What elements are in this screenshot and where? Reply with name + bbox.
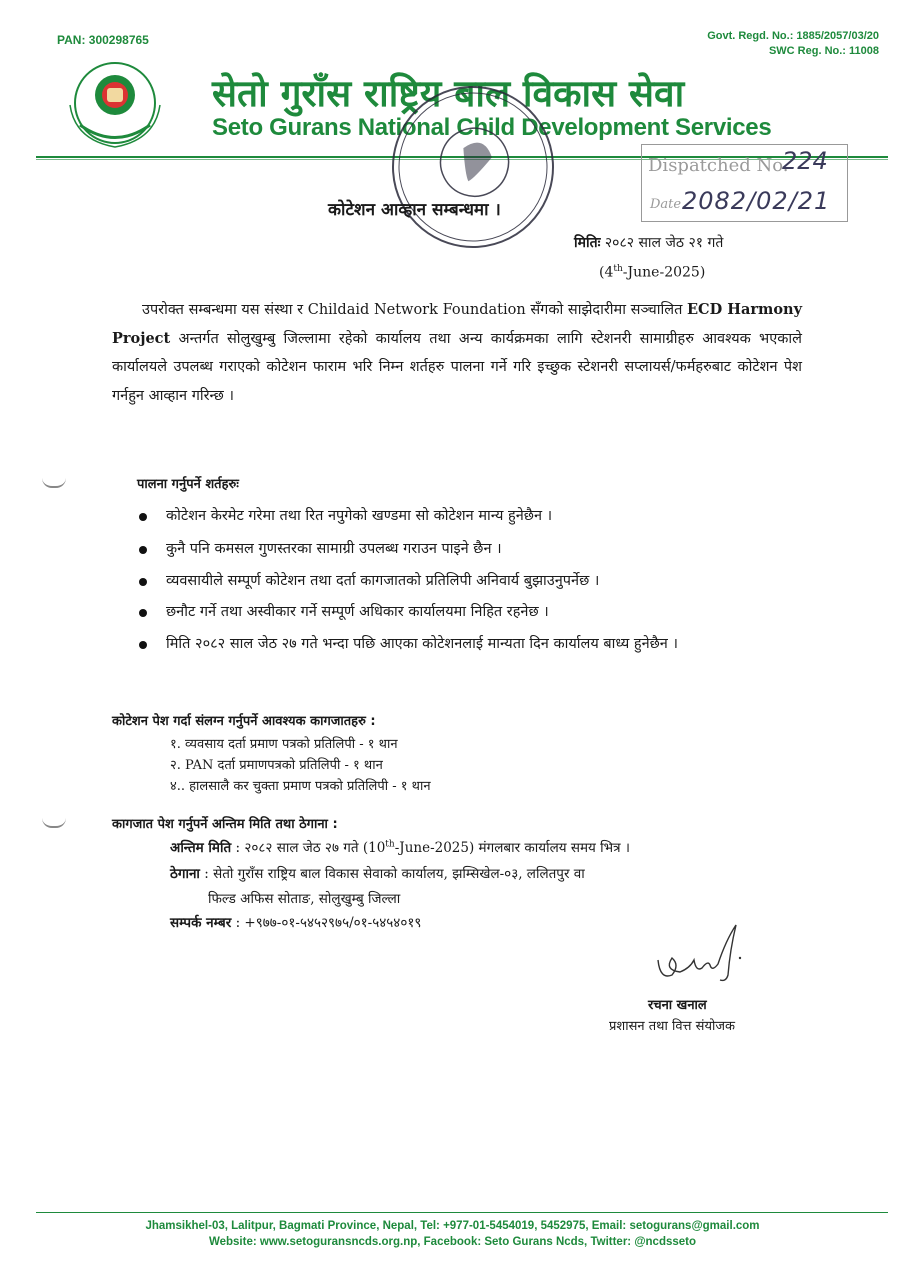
bullet-icon [139,641,147,649]
date-label: मितिः [574,235,601,251]
date-en-sup: th [613,264,623,274]
document-item: ४.. हालसालै कर चुक्ता प्रमाण पत्रको प्रतिलिपी - १ थान [170,779,431,794]
signatory-name: रचना खनाल [648,998,707,1013]
condition-item [139,567,804,596]
date-label: Date [650,197,682,212]
dispatched-number: 224 [782,147,828,175]
document-item: १. व्यवसाय दर्ता प्रमाण पत्रको प्रतिलिपी - १ थान [170,737,398,752]
punch-hole-mark [42,818,66,828]
bullet-icon [139,578,147,586]
footer-contact-line: Jhamsikhel-03, Lalitpur, Bagmati Province, Nepal, Tel: +977-01-5454019, 5452975, Email: setogurans@gmail.com [145,1220,760,1232]
deadline-address-title: कागजात पेश गर्नुपर्ने अन्तिम मिति तथा ठेगाना : [112,817,338,832]
project-name: ECD Harmony Project [112,301,802,347]
required-documents-title: कोटेशन पेश गर्दा संलग्न गर्नुपर्ने आवश्यक कागजातहरु : [112,714,376,729]
deadline-line [170,838,630,856]
address-text: : सेतो गुराँस राष्ट्रिय बाल विकास सेवाको कार्यालय, झम्सिखेल-०३, ललितपुर वा [199,866,585,882]
organization-name-english: Seto Gurans National Child Development Services [212,114,772,141]
condition-item [139,502,804,531]
date-en-prefix: (4 [599,264,614,281]
dispatch-date: 2082/02/21 [682,187,831,215]
letter-subject: कोटेशन आव्हान सम्बन्धमा । [328,200,501,220]
dispatch-stamp [641,144,848,222]
punch-hole-mark [42,478,66,488]
bullet-icon [139,546,147,554]
footer-divider [36,1212,888,1213]
swc-reg-number: SWC Reg. No.: 11008 [768,45,879,57]
deadline-label: अन्तिम मिति [170,840,232,856]
deadline-text: : २०८२ साल जेठ २७ गते (10 [231,840,386,856]
govt-regd-number: Govt. Regd. No.: 1885/2057/03/20 [707,30,879,42]
registration-info [707,29,879,59]
condition-text: व्यवसायीले सम्पूर्ण कोटेशन तथा दर्ता कागजातको प्रतिलिपी अनिवार्य बुझाउनुपर्नेछ । [166,573,600,589]
organization-round-stamp [378,82,568,252]
condition-item [139,535,804,564]
pan-number: PAN: 300298765 [57,33,149,47]
deadline-sup: th [385,839,395,850]
organization-name-nepali: सेतो गुराँस राष्ट्रिय बाल विकास सेवा [212,72,685,115]
deadline-text-2: -June-2025) मंगलबार कार्यालय समय भित्र । [394,840,631,856]
dispatched-label: Dispatched No. [648,155,789,176]
date-value: २०८२ साल जेठ २१ गते [604,235,724,251]
conditions-title: पालना गर्नुपर्ने शर्तहरुः [137,477,239,492]
para-text-2: अन्तर्गत सोलुखुम्बु जिल्लामा रहेको कार्यालय तथा अन्य कार्यक्रमका लागि स्टेशनरी सामाग्रीहरु आवश्यक भएकाले कार्यालयले उपलब्ध गराएको कोटेशन फाराम भरि निम्न शर्तहरु पालना गर्ने गरि इच्छुक स्टेशनरी सप्लायर्स/फर्महरुबाट कोटेशन पेश गर्नहुन आव्हान गरिन्छ । [112,330,802,404]
address-line-2: फिल्ड अफिस सोताङ, सोलुखुम्बु जिल्ला [208,891,401,907]
handwritten-signature [650,920,750,990]
address-line [170,864,585,882]
condition-text: कोटेशन केरमेट गरेमा तथा रित नपुगेको खण्डमा सो कोटेशन मान्य हुनेछैन । [166,508,553,524]
para-text-1: उपरोक्त सम्बन्धमा यस संस्था र Childaid Network Foundation सँगको साझेदारीमा सञ्चालित [142,302,687,318]
footer-web-line: Website: www.setoguransncds.org.np, Facebook: Seto Gurans Ncds, Twitter: @ncdsseto [208,1236,697,1248]
condition-item [139,630,804,659]
condition-text: मिति २०८२ साल जेठ २७ गते भन्दा पछि आएका कोटेशनलाई मान्यता दिन कार्यालय बाध्य हुनेछैन । [166,636,678,652]
contact-line [170,913,421,931]
address-label: ठेगाना [170,866,200,882]
letter-date-nepali [574,233,723,252]
date-en-suffix: -June-2025) [622,264,706,281]
bullet-icon [139,609,147,617]
condition-item [139,598,804,627]
condition-text: कुनै पनि कमसल गुणस्तरका सामाग्री उपलब्ध गराउन पाइने छैन । [166,541,502,557]
document-item: २. PAN दर्ता प्रमाणपत्रको प्रतिलिपी - १ थान [170,758,383,773]
condition-text: छनौट गर्ने तथा अस्वीकार गर्ने सम्पूर्ण अधिकार कार्यालयमा निहित रहनेछ । [166,604,549,620]
bullet-icon [139,513,147,521]
organization-logo [50,55,180,155]
contact-number: : +९७७-०१-५४५२९७५/०१-५४५४०१९ [231,915,422,931]
letter-date-english [599,264,705,281]
contact-label: सम्पर्क नम्बर [170,915,232,931]
signatory-title: प्रशासन तथा वित्त संयोजक [609,1019,735,1034]
letter-body-paragraph [112,296,802,410]
